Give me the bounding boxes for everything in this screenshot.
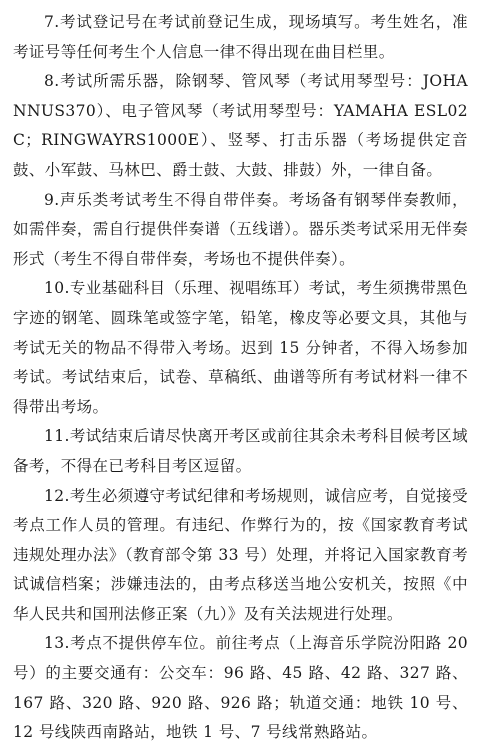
rule-paragraph-13: 13.考点不提供停车位。前往考点（上海音乐学院汾阳路 20 号）的主要交通有：公交车：96 路、45 路、42 路、327 路、167 路、320 路、920 路、926 路；轨道交通：地铁 10 号、12 号线陕西南路站，地铁 1 号、7 号线常熟路站。 (13, 634, 468, 742)
rule-paragraph-7: 7.考试登记号在考试前登记生成，现场填写。考生姓名，准考证号等任何考生个人信息一律不得出现在曲目栏里。 (13, 13, 468, 61)
rule-paragraph-9: 9.声乐类考试考生不得自带伴奏。考场备有钢琴伴奏教师，如需伴奏，需自行提供伴奏谱（五线谱）。器乐类考试采用无伴奏形式（考生不得自带伴奏，考场也不提供伴奏）。 (13, 190, 468, 268)
rule-paragraph-8: 8.考试所需乐器，除钢琴、管风琴（考试用琴型号：JOHANNUS370）、电子管风琴（考试用琴型号：YAMAHA ESL02C；RINGWAYRS1000E）、竖琴、打击乐器（考场提供定音鼓、小军鼓、马林巴、爵士鼓、大鼓、排鼓）外，一律自备。 (13, 72, 468, 179)
rule-paragraph-11: 11.考试结束后请尽快离开考区或前往其余未考科目候考区域备考，不得在已考科目考区逗留。 (13, 427, 468, 475)
rule-paragraph-10: 10.专业基础科目（乐理、视唱练耳）考试，考生须携带黑色字迹的钢笔、圆珠笔或签字笔，铅笔，橡皮等必要文具，其他与考试无关的物品不得带入考场。迟到 15 分钟者，不得入场参加考试。考试结束后，试卷、草稿纸、曲谱等所有考试材料一律不得带出考场。 (13, 279, 468, 416)
rule-paragraph-12: 12.考生必须遵守考试纪律和考场规则，诚信应考，自觉接受考点工作人员的管理。有违纪、作弊行为的，按《国家教育考试违规处理办法》（教育部令第 33 号）处理，并将记入国家教育考试诚信档案；涉嫌违法的，由考点移送当地公安机关，按照《中华人民共和国刑法修正案（九）》及有关法规进行处理。 (13, 486, 468, 623)
